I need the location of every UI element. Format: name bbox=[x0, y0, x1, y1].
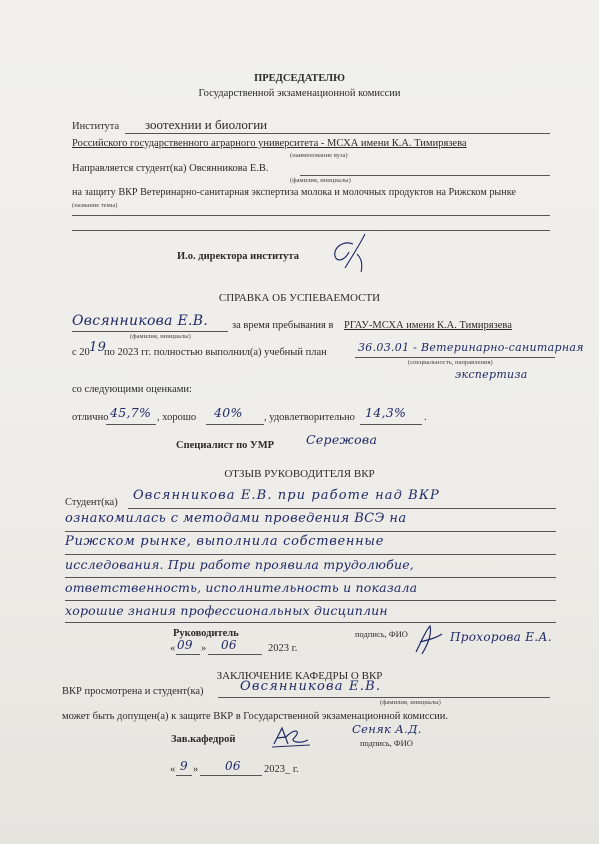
review-date-day: 09 bbox=[177, 638, 193, 652]
from-year-hw: 19 bbox=[89, 340, 107, 355]
excellent-label: отлично bbox=[72, 412, 109, 423]
specialty-hw-1: 36.03.01 - Ветеринарно-санитарная bbox=[358, 341, 584, 354]
satisfactory-value: 14,3% bbox=[365, 405, 407, 420]
conclusion-date-open: « bbox=[170, 764, 176, 775]
conclusion-student-hw: Овсянникова Е.В. bbox=[240, 679, 382, 694]
excellent-value: 45,7% bbox=[110, 405, 152, 420]
review-rule-2 bbox=[65, 531, 556, 532]
direction-caption: (фамилия, инициалы) bbox=[290, 177, 351, 184]
review-student-label: Студент(ка) bbox=[65, 497, 118, 508]
satisfactory-line bbox=[360, 424, 422, 425]
direction-text: Направляется студент(ка) Овсянникова Е.В. bbox=[72, 163, 269, 174]
thesis-line-1 bbox=[72, 215, 550, 216]
review-rule-5 bbox=[65, 600, 556, 601]
head-name-hw: Сеняк А.Д. bbox=[352, 722, 422, 736]
supervisor-label: Руководитель bbox=[173, 628, 239, 639]
review-title: ОТЗЫВ РУКОВОДИТЕЛЯ ВКР bbox=[224, 468, 375, 480]
specialist-signature: Сережова bbox=[306, 432, 378, 447]
university-caption: (наименование вуза) bbox=[290, 152, 348, 159]
review-rule-1 bbox=[128, 508, 556, 509]
direction-line bbox=[300, 175, 550, 176]
review-rule-3 bbox=[65, 554, 556, 555]
satisfactory-label: , удовлетворительно bbox=[264, 412, 355, 423]
review-line-6: хорошие знания профессиональных дисциплин bbox=[65, 603, 388, 618]
certificate-title: СПРАВКА ОБ УСПЕВАЕМОСТИ bbox=[218, 292, 381, 304]
conclusion-text: ВКР просмотрена и студент(ка) bbox=[62, 686, 204, 697]
head-signature-caption: подпись, ФИО bbox=[360, 738, 413, 748]
institute-line bbox=[125, 133, 550, 134]
review-date-month-line bbox=[208, 654, 262, 655]
supervisor-name-hw: Прохорова Е.А. bbox=[450, 630, 552, 644]
specialist-label: Специалист по УМР bbox=[176, 440, 275, 451]
supervisor-signature-caption: подпись, ФИО bbox=[355, 629, 408, 639]
conclusion-date-close: » bbox=[193, 764, 199, 775]
review-rule-4 bbox=[65, 577, 556, 578]
conclusion-student-line bbox=[218, 697, 550, 698]
review-line-3: Рижском рынке, выполнила собственные bbox=[65, 534, 385, 549]
review-date-day-line bbox=[176, 654, 200, 655]
specialty-caption: (специальность, направления) bbox=[408, 359, 493, 366]
review-line-4: исследования. При работе проявила трудолюбие, bbox=[65, 557, 414, 572]
thesis-line-2 bbox=[72, 230, 550, 231]
excellent-line bbox=[106, 424, 156, 425]
director-signature bbox=[325, 228, 385, 276]
university-name: Российского государственного аграрного университета - МСХА имени К.А. Тимирязева bbox=[72, 138, 467, 149]
certificate-name-caption: (фамилия, инициалы) bbox=[130, 333, 191, 340]
conclusion-date-month: 06 bbox=[225, 759, 241, 773]
specialty-hw-2: экспертиза bbox=[455, 368, 528, 381]
addressee-title: ПРЕДСЕДАТЕЛЮ bbox=[254, 73, 345, 84]
review-line-1: Овсянникова Е.В. при работе над ВКР bbox=[133, 488, 440, 503]
review-date-close: » bbox=[201, 643, 207, 654]
conclusion-name-caption: (фамилия, инициалы) bbox=[380, 699, 441, 706]
head-signature bbox=[272, 724, 312, 750]
head-label: Зав.кафедрой bbox=[171, 734, 236, 745]
thesis-caption: (название темы) bbox=[72, 202, 118, 209]
review-line-2: ознакомилась с методами проведения ВСЭ на bbox=[65, 511, 407, 526]
conclusion-date-day: 9 bbox=[180, 759, 188, 773]
institute-value: зоотехнии и биологии bbox=[145, 117, 268, 132]
good-line bbox=[206, 424, 264, 425]
conclusion-date-year: 2023_ г. bbox=[264, 764, 299, 775]
review-date-month: 06 bbox=[221, 638, 237, 652]
thesis-text: на защиту ВКР Ветеринарно-санитарная экспертиза молока и молочных продуктов на Рижском рынке bbox=[72, 187, 516, 198]
review-rule-6 bbox=[65, 622, 556, 623]
conclusion-title: ЗАКЛЮЧЕНИЕ КАФЕДРЫ О ВКР bbox=[216, 670, 383, 682]
grades-end: . bbox=[424, 412, 427, 423]
grades-intro: со следующими оценками: bbox=[72, 384, 192, 395]
review-line-5: ответственность, исполнительность и показала bbox=[65, 580, 418, 595]
conclusion-date-day-line bbox=[176, 775, 192, 776]
review-date-open: « bbox=[170, 643, 176, 654]
specialty-line bbox=[355, 357, 555, 358]
to-text: по 2023 гг. полностью выполнил(а) учебный план bbox=[104, 347, 327, 358]
director-label: И.о. директора института bbox=[177, 251, 299, 262]
review-date-year: 2023 г. bbox=[268, 643, 298, 654]
admit-text: может быть допущен(а) к защите ВКР в Государственной экзаменационной комиссии. bbox=[62, 711, 449, 722]
good-value: 40% bbox=[214, 405, 243, 420]
good-label: , хорошо bbox=[157, 412, 197, 423]
stay-text: за время пребывания в bbox=[232, 320, 334, 331]
certificate-student-line bbox=[72, 331, 228, 332]
certificate-student-hw: Овсянникова Е.В. bbox=[72, 313, 209, 329]
supervisor-signature bbox=[412, 620, 446, 660]
university-short: РГАУ-МСХА имени К.А. Тимирязева bbox=[344, 320, 512, 331]
addressee-subtitle: Государственной экзаменационной комиссии bbox=[198, 88, 401, 99]
from-prefix: с 20 bbox=[72, 347, 90, 358]
conclusion-date-month-line bbox=[200, 775, 262, 776]
institute-label: Института bbox=[72, 121, 120, 132]
